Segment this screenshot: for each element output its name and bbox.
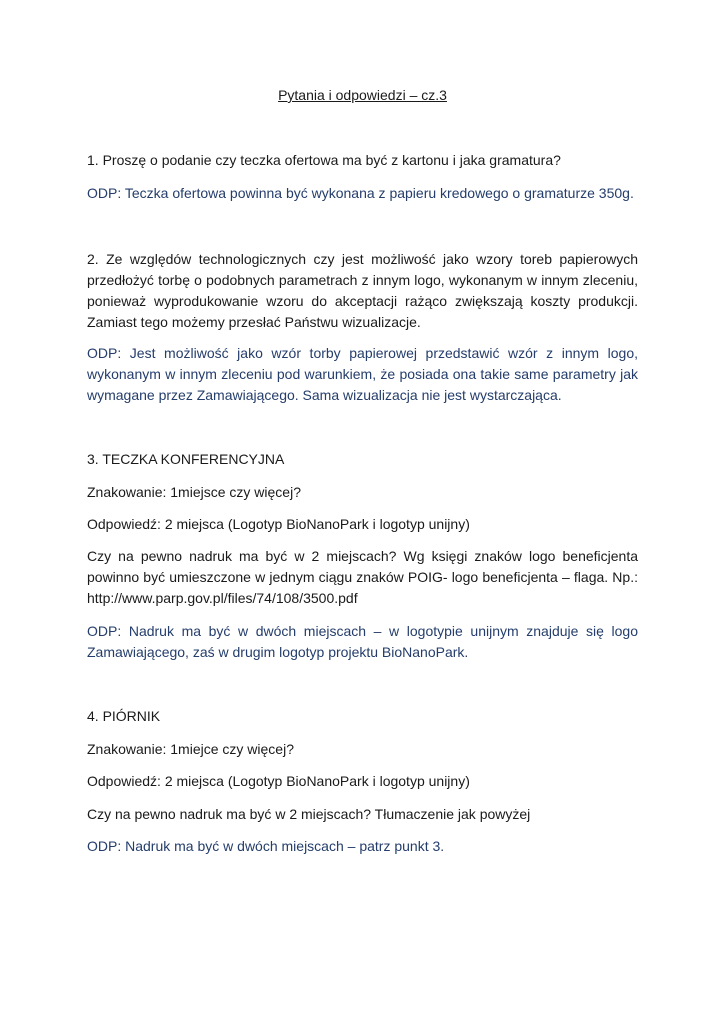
q1-answer: ODP: Teczka ofertowa powinna być wykonana z papieru kredowego o gramaturze 350g.: [87, 185, 634, 201]
q2-question: 2. Ze względów technologicznych czy jest możliwość jako wzory toreb papierowych przedłożyć torbę o podobnych parametrach z innym logo, wykonanym w innym zleceniu, ponieważ wyprodukowanie wzoru do akceptacji rażąco zwiększają koszty produkcji. Zamiast tego możemy przesłać Państwu wizualizacje.: [87, 251, 638, 330]
q3-question: Czy na pewno nadruk ma być w 2 miejscach? Wg księgi znaków logo beneficjenta powinno być umieszczone w jednym ciągu znaków POIG- logo beneficjenta – flaga. Np.: http://www.parp.gov.pl/files/74/108/3500.pdf: [87, 548, 638, 606]
q4-marking: Znakowanie: 1miejce czy więcej?: [87, 741, 294, 757]
q3-heading: 3. TECZKA KONFERENCYJNA: [87, 451, 285, 467]
q4-question: Czy na pewno nadruk ma być w 2 miejscach? Tłumaczenie jak powyżej: [87, 806, 531, 822]
page-title: Pytania i odpowiedzi – cz.3: [278, 87, 447, 103]
q1-question: 1. Proszę o podanie czy teczka ofertowa ma być z kartonu i jaka gramatura?: [87, 152, 561, 168]
q4-answer: ODP: Nadruk ma być w dwóch miejscach – patrz punkt 3.: [87, 838, 445, 854]
q2-answer: ODP: Jest możliwość jako wzór torby papierowej przedstawić wzór z innym logo, wykonanym w innym zleceniu pod warunkiem, że posiada ona takie same parametry jak wymagane przez Zamawiającego. Sama wizualizacja nie jest wystarczająca.: [87, 345, 638, 403]
q4-reply: Odpowiedź: 2 miejsca (Logotyp BioNanoPark i logotyp unijny): [87, 773, 470, 789]
q3-marking: Znakowanie: 1miejsce czy więcej?: [87, 484, 301, 500]
q3-reply: Odpowiedź: 2 miejsca (Logotyp BioNanoPark i logotyp unijny): [87, 516, 470, 532]
q3-answer: ODP: Nadruk ma być w dwóch miejscach – w logotypie unijnym znajduje się logo Zamawiającego, zaś w drugim logotyp projektu BioNanoPark.: [87, 623, 638, 660]
q4-heading: 4. PIÓRNIK: [87, 708, 161, 724]
